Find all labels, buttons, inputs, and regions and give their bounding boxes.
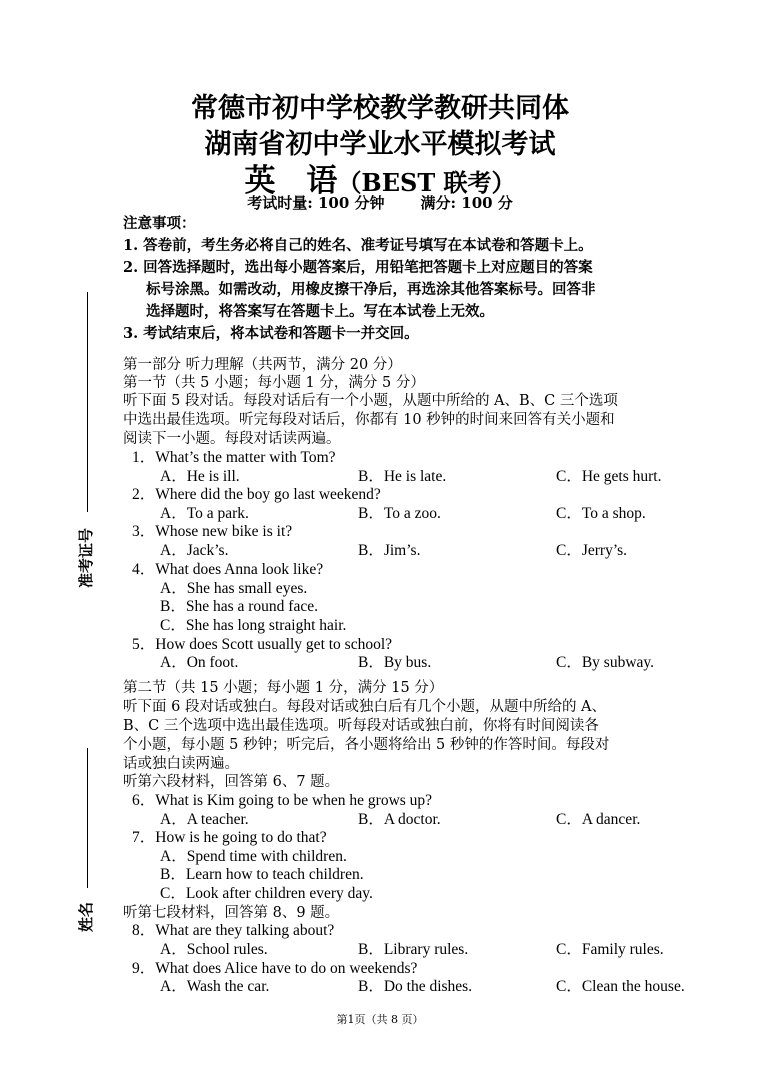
q4-option-c: C．She has long straight hair. [160, 617, 347, 634]
part1-title: 第一部分 听力理解（共两节，满分 20 分） [123, 357, 402, 373]
q2-option-b: B．To a zoo. [358, 505, 441, 522]
q3-option-b: B．Jim’s. [358, 542, 421, 559]
exam-info [0, 192, 760, 213]
name-label: 姓名 [77, 901, 95, 932]
q5-option-b: B．By bus. [358, 654, 432, 671]
q1-stem: 1．What’s the matter with Tom? [132, 449, 336, 466]
notice-item3: 3. 考试结束后，将本试卷和答题卡一并交回。 [123, 325, 419, 342]
q2-stem: 2．Where did the boy go last weekend? [132, 486, 381, 503]
q2-option-c: C．To a shop. [556, 505, 646, 522]
q9-option-b: B．Do the dishes. [358, 978, 473, 995]
exam-number-label: 准考证号 [77, 527, 95, 588]
page-footer: 第1页（共 8 页） [336, 1013, 424, 1026]
q8-option-b: B．Library rules. [358, 941, 469, 958]
q8-stem: 8．What are they talking about? [132, 922, 335, 939]
q5-stem: 5．How does Scott usually get to school? [132, 636, 393, 653]
sec1-inst2: 中选出最佳选项。听完每段对话后，你都有 10 秒钟的时间来回答有关小题和 [123, 412, 615, 428]
material7-heading: 听第七段材料，回答第 8、9 题。 [123, 905, 340, 921]
notice-item1: 1. 答卷前，考生务必将自己的姓名、准考证号填写在本试卷和答题卡上。 [123, 237, 593, 254]
q7-stem: 7．How is he going to do that? [132, 829, 327, 846]
q3-option-a: A．Jack’s. [160, 542, 229, 559]
q9-option-a: A．Wash the car. [160, 978, 270, 995]
q1-option-b: B．He is late. [358, 468, 447, 485]
q8-option-c: C．Family rules. [556, 941, 664, 958]
q6-option-a: A．A teacher. [160, 811, 249, 828]
name-line [87, 748, 88, 888]
q7-option-a: A．Spend time with children. [160, 848, 347, 865]
q2-option-a: A．To a park. [160, 505, 249, 522]
exam-number-line [87, 292, 88, 512]
q3-option-c: C．Jerry’s. [556, 542, 628, 559]
notice-item2b: 标号涂黑。如需改动，用橡皮擦干净后，再选涂其他答案标号。回答非 [146, 281, 596, 298]
subject-name: 英 语 [244, 163, 338, 199]
time-label: 考试时量: 100 分钟 [247, 194, 385, 212]
header-line2: 湖南省初中学业水平模拟考试 [204, 129, 556, 160]
sec1-inst3: 阅读下一小题。每段对话读两遍。 [123, 431, 341, 447]
q4-option-b: B．She has a round face. [160, 598, 318, 615]
material6-heading: 听第六段材料，回答第 6、7 题。 [123, 774, 340, 790]
q9-option-c: C．Clean the house. [556, 978, 685, 995]
notice-item2c: 选择题时，将答案写在答题卡上。写在本试卷上无效。 [146, 303, 494, 320]
sec1-inst1: 听下面 5 段对话。每段对话后有一个小题，从题中所给的 A、B、C 三个选项 [123, 393, 618, 409]
sec2-inst3: 个小题，每小题 5 秒钟；听完后，各小题将给出 5 秒钟的作答时间。每段对 [123, 737, 610, 753]
q9-stem: 9．What does Alice have to do on weekends? [132, 960, 418, 977]
q4-stem: 4．What does Anna look like? [132, 561, 324, 578]
q6-stem: 6．What is Kim going to be when he grows up? [132, 792, 433, 809]
q6-option-c: C．A dancer. [556, 811, 641, 828]
q4-option-a: A．She has small eyes. [160, 580, 308, 597]
subject-paren: （BEST 联考） [337, 168, 516, 197]
q3-stem: 3．Whose new bike is it? [132, 523, 293, 540]
score-label: 满分: 100 分 [420, 194, 513, 212]
q5-option-a: A．On foot. [160, 654, 239, 671]
header-line1: 常德市初中学校教学教研共同体 [191, 93, 569, 124]
sec2-inst1: 听下面 6 段对话或独白。每段对话或独白后有几个小题，从题中所给的 A、 [123, 699, 607, 715]
sec2-inst4: 话或独白读两遍。 [123, 756, 239, 772]
q1-option-a: A．He is ill. [160, 468, 240, 485]
q8-option-a: A．School rules. [160, 941, 268, 958]
notice-item2a: 2. 回答选择题时，选出每小题答案后，用铅笔把答题卡上对应题目的答案 [123, 259, 593, 276]
q7-option-b: B．Learn how to teach children. [160, 866, 364, 883]
q7-option-c: C．Look after children every day. [160, 885, 373, 902]
q5-option-c: C．By subway. [556, 654, 655, 671]
sec1-title: 第一节（共 5 小题；每小题 1 分，满分 5 分） [123, 375, 425, 391]
sec2-inst2: B、C 三个选项中选出最佳选项。听每段对话或独白前，你将有时间阅读各 [123, 718, 599, 734]
q1-option-c: C．He gets hurt. [556, 468, 662, 485]
notice-title: 注意事项： [123, 215, 196, 232]
q6-option-b: B．A doctor. [358, 811, 441, 828]
sec2-title: 第二节（共 15 小题；每小题 1 分，满分 15 分） [123, 680, 444, 696]
